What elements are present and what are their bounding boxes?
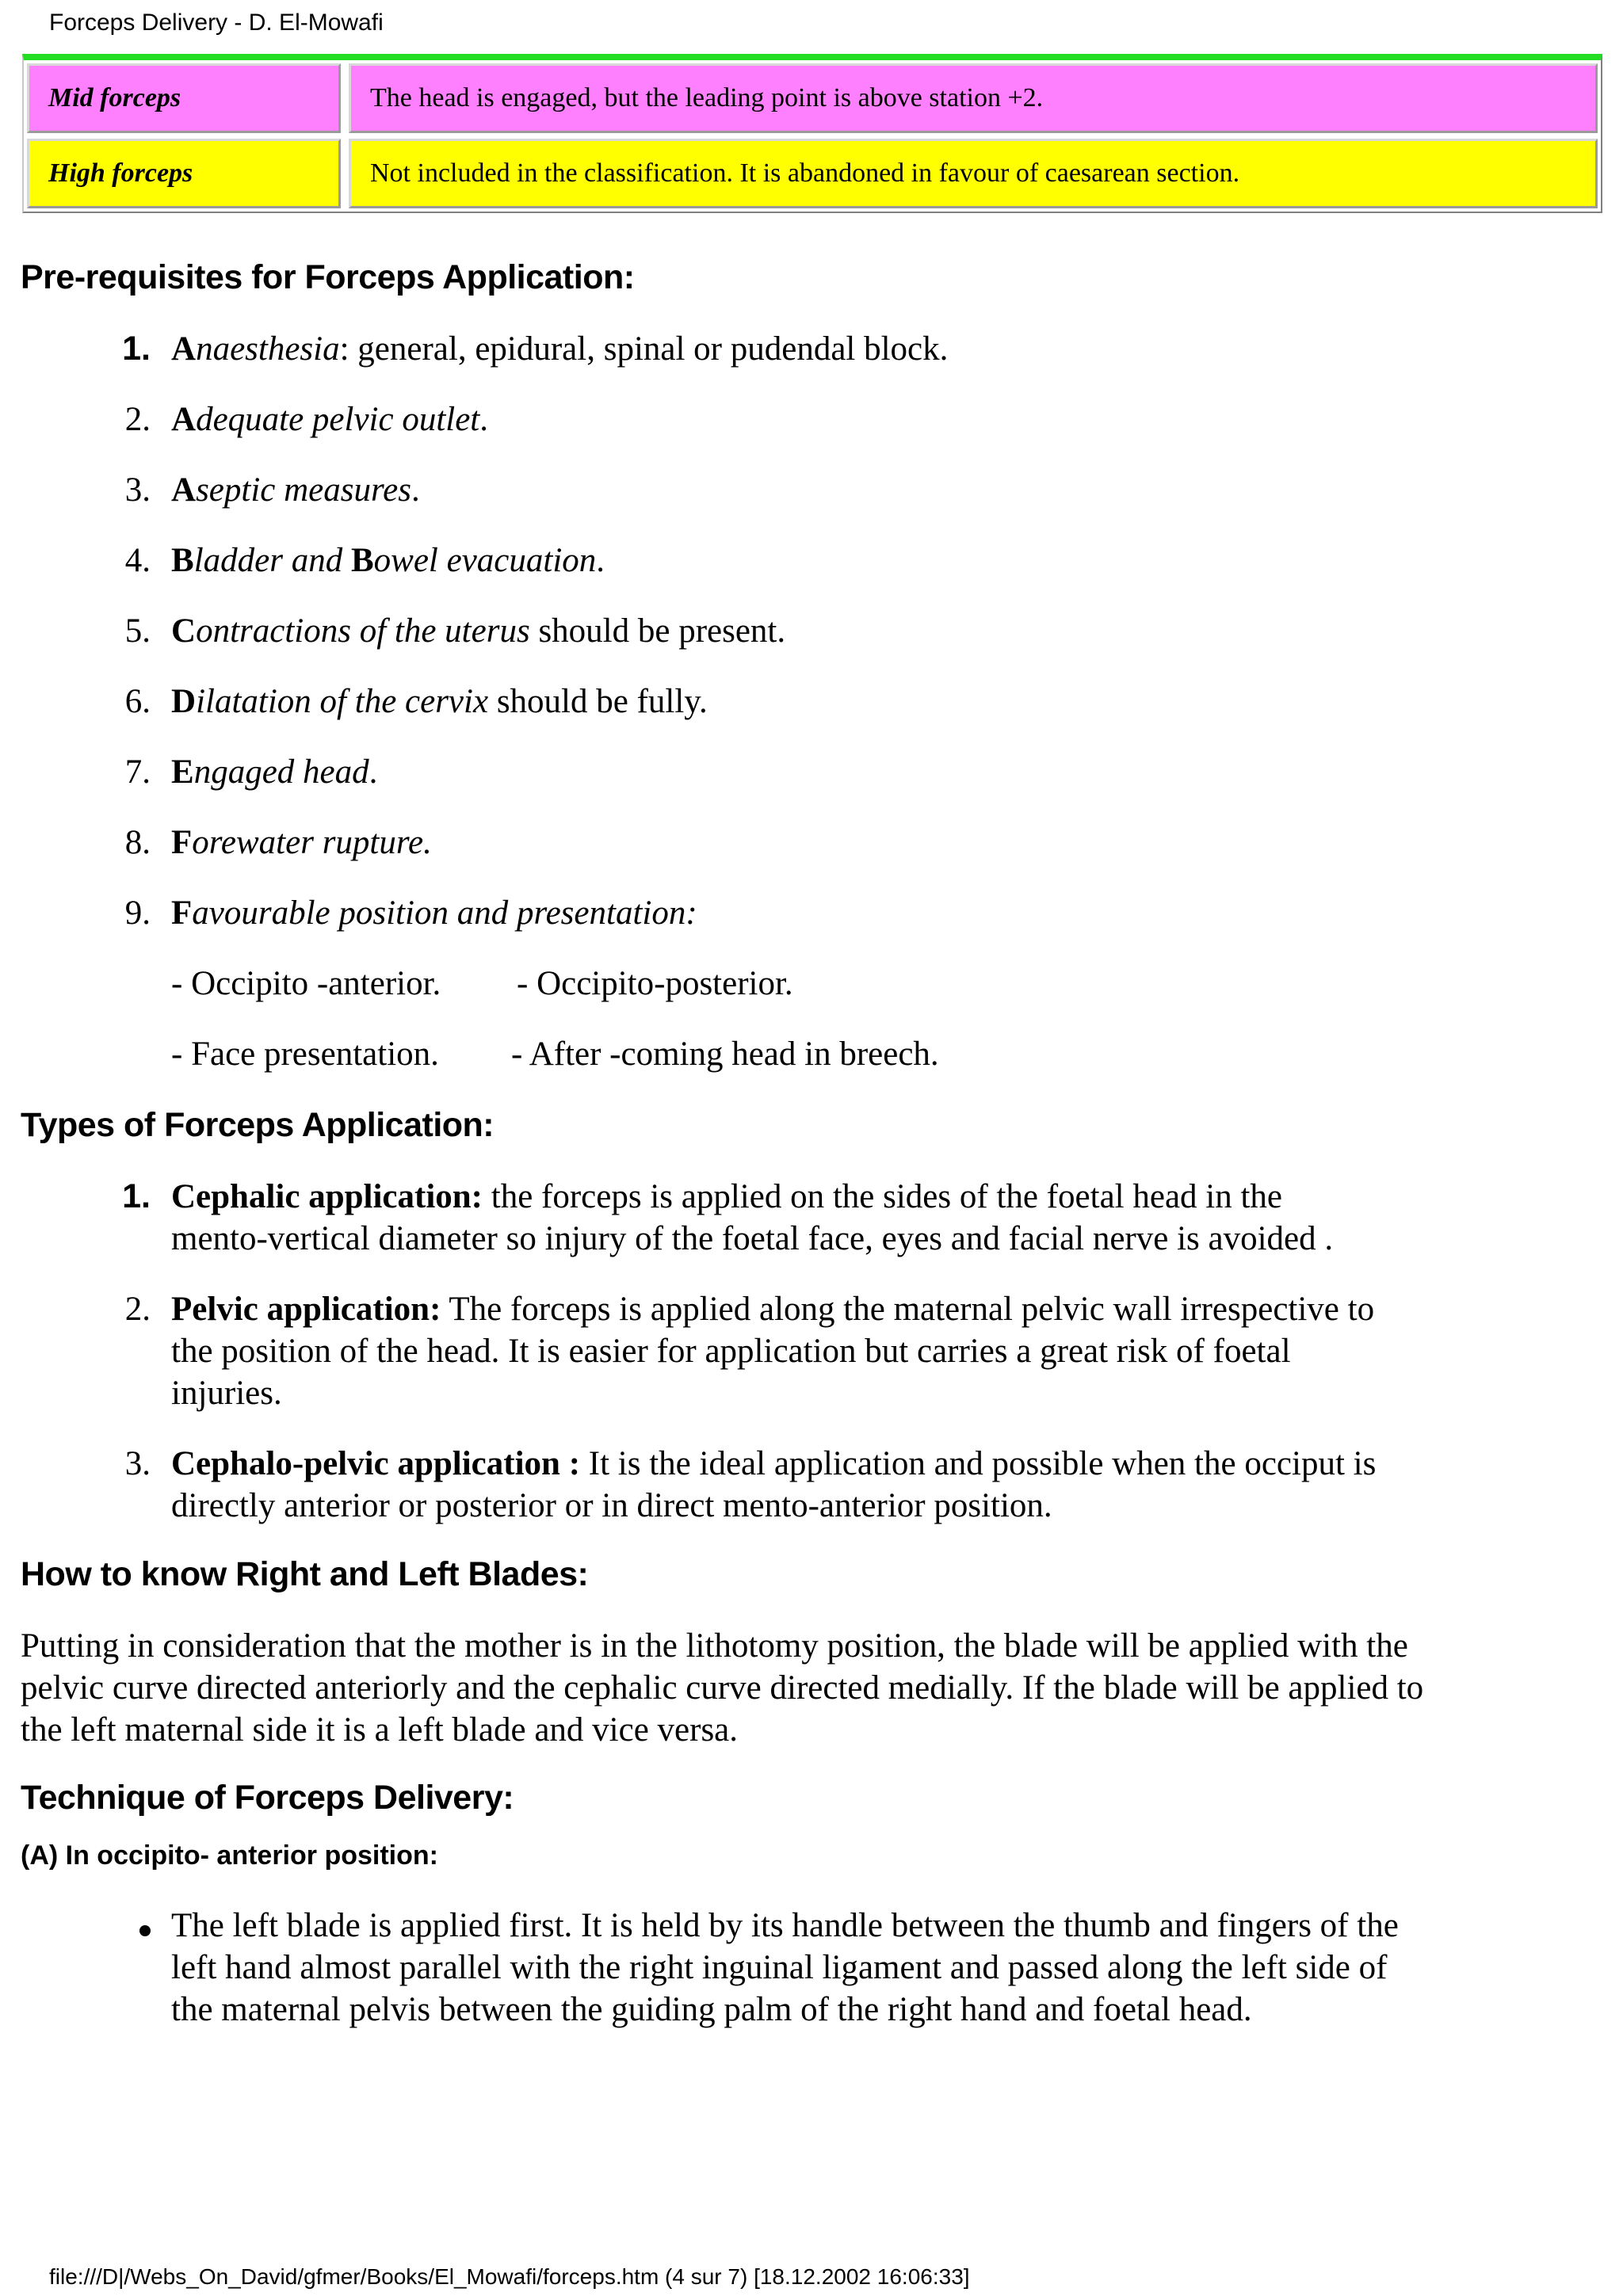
item-italic: ngaged head [193,753,369,791]
section-heading-blades: How to know Right and Left Blades: [21,1555,589,1593]
bullet-icon [139,1925,151,1936]
list-item [171,610,785,652]
item-rest: . [479,401,489,438]
list-item [171,681,708,723]
initial-letter: B [171,542,194,579]
list-item [171,822,432,864]
initial-letter: A [171,471,197,509]
list-item [171,399,488,441]
initial-letter: F [171,894,193,932]
list-item [171,469,420,511]
item-line [171,1176,1598,1218]
table-row [27,139,1598,208]
list-number: 9. [124,894,151,932]
list-number: 3. [124,471,151,509]
section-heading-technique: Technique of Forceps Delivery: [21,1779,514,1817]
item-rest: : general, epidural, spinal or pudendal block. [339,330,949,368]
initial-letter: A [171,401,197,438]
item-text: the forceps is applied on the sides of the foetal head in the [483,1178,1283,1215]
item-rest: . [411,471,420,509]
table-cell-description: Not included in the classification. It is abandoned in favour of caesarean section. [349,139,1598,208]
list-number: 8. [124,824,151,861]
item-italic: ladder and [193,542,351,579]
initial-letter: E [171,753,194,791]
item-italic: orewater rupture. [192,824,432,861]
position-option: - Face presentation. [171,1035,439,1073]
list-number: 1. [122,1177,151,1215]
item-italic: naesthesia [196,330,340,368]
paragraph-line: Putting in consideration that the mother is in the lithotomy position, the blade will be applied with the [21,1627,1408,1665]
list-item [171,540,605,582]
item-rest: . [369,753,378,791]
paragraph-line: pelvic curve directed anteriorly and the cephalic curve directed medially. If the blade will be applied to [21,1669,1424,1707]
position-option: - After -coming head in breech. [511,1035,939,1073]
initial-letter: C [171,612,197,650]
table-cell-description: The head is engaged, but the leading point is above station +2. [349,63,1598,133]
page-header: Forceps Delivery - D. El-Mowafi [49,10,384,36]
list-number: 2. [124,401,151,438]
position-option: - Occipito -anterior. [171,965,441,1002]
item-rest: . [596,542,605,579]
subheading-occipito-anterior: (A) In occipito- anterior position: [21,1840,438,1871]
initial-letter: A [171,330,197,368]
list-number: 3. [124,1445,151,1482]
position-option: - Occipito-posterior. [517,965,793,1002]
list-number: 6. [124,683,151,720]
list-item [171,751,377,793]
section-heading-types: Types of Forceps Application: [21,1106,495,1144]
initial-letter: D [171,683,197,720]
table-row [27,63,1598,133]
paragraph-line: the left maternal side it is a left blade and vice versa. [21,1711,739,1749]
item-text: It is the ideal application and possible when the occiput is [580,1445,1377,1482]
item-line: injuries. [171,1375,282,1412]
item-italic: ilatation of the cervix [196,683,489,720]
item-term: Cephalo-pelvic application : [171,1445,581,1482]
table-cell-name: Mid forceps [27,63,341,133]
item-line: mento-vertical diameter so injury of the foetal face, eyes and facial nerve is avoided . [171,1220,1334,1257]
list-number: 7. [124,753,151,791]
item-line [171,1288,1598,1330]
list-item [171,1443,1598,1527]
blades-paragraph [21,1625,1598,1751]
bullet-item [171,1905,1598,2031]
item-italic: owel evacuation [373,542,597,579]
list-number: 1. [122,330,151,368]
item-line: directly anterior or posterior or in direct mento-anterior position. [171,1487,1052,1524]
item-line: the position of the head. It is easier for application but carries a great risk of foetal [171,1333,1291,1370]
item-text: The forceps is applied along the maternal pelvic wall irrespective to [441,1291,1375,1328]
list-item [171,892,697,934]
list-number: 2. [124,1291,151,1328]
section-heading-prerequisites: Pre-requisites for Forceps Application: [21,258,635,296]
list-number: 4. [124,542,151,579]
initial-letter: F [171,824,193,861]
item-italic: dequate pelvic outlet [196,401,480,438]
list-item [171,328,948,370]
classification-table [22,54,1602,213]
bullet-line: the maternal pelvis between the guiding palm of the right hand and foetal head. [171,1991,1252,2028]
item-rest: should be present. [529,612,786,650]
bullet-line: The left blade is applied first. It is held by its handle between the thumb and fingers of the [171,1907,1399,1944]
list-item [171,1176,1598,1260]
table-cell-name: High forceps [27,139,341,208]
item-term: Pelvic application: [171,1291,441,1328]
initial-letter: B [350,542,374,579]
bullet-line: left hand almost parallel with the right inguinal ligament and passed along the left side of [171,1949,1388,1986]
item-italic: ontractions of the uterus [196,612,530,650]
item-line [171,1443,1598,1485]
item-rest: should be fully. [488,683,708,720]
list-item [171,1288,1598,1414]
item-term: Cephalic application: [171,1178,483,1215]
item-italic: avourable position and presentation: [192,894,697,932]
item-italic: septic measures [196,471,411,509]
list-number: 5. [124,612,151,650]
page-footer: file:///D|/Webs_On_David/gfmer/Books/El_Mowafi/forceps.htm (4 sur 7) [18.12.2002 16:06:33] [49,2264,970,2289]
